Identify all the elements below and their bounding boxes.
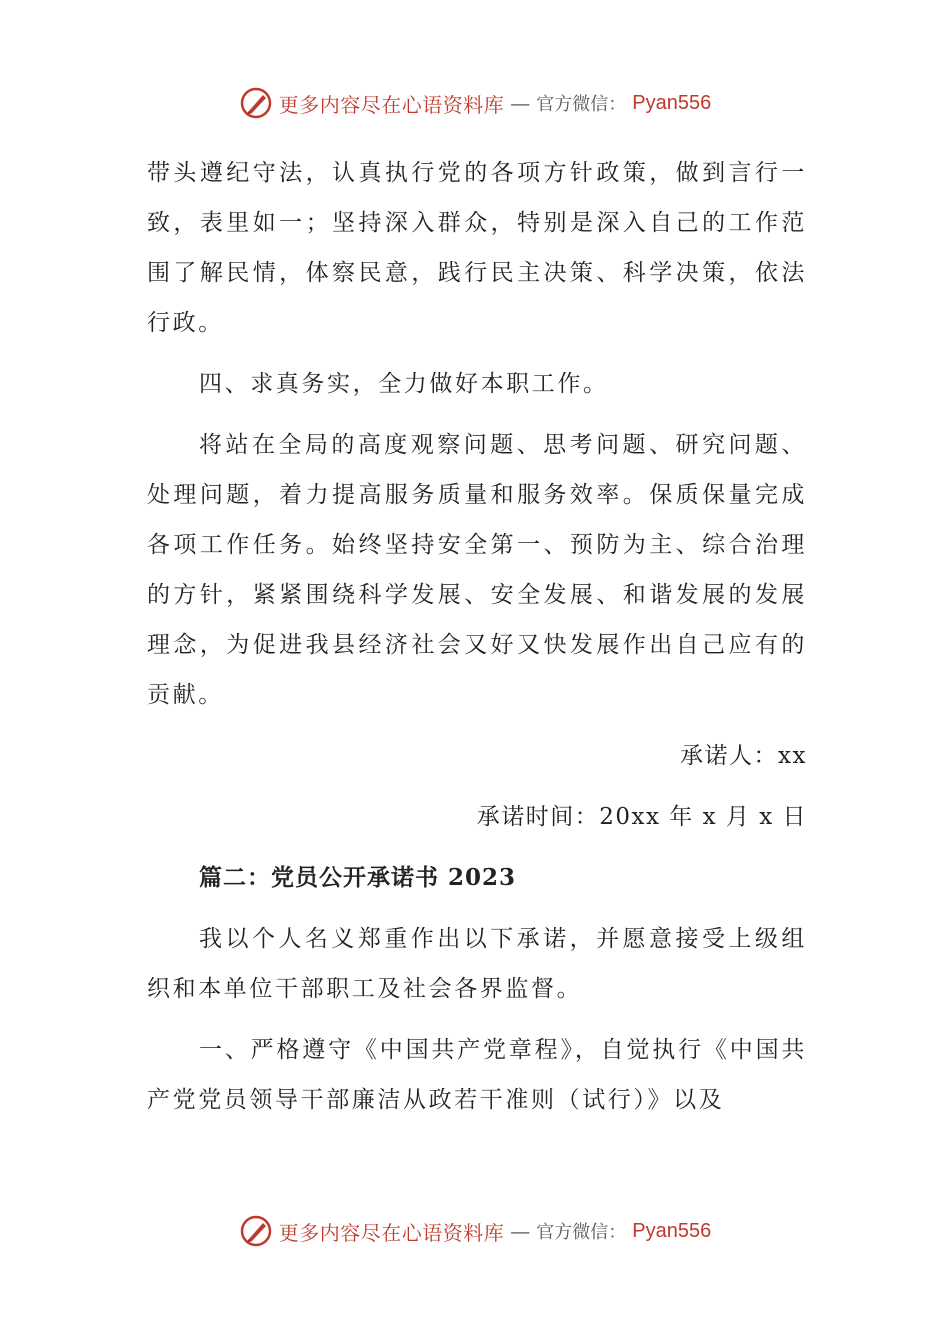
banner-separator: — — [510, 1219, 531, 1243]
banner-brand: 更多内容尽在心语资料库 — [278, 92, 505, 117]
banner-brand: 更多内容尽在心语资料库 — [278, 1220, 505, 1245]
document-body — [147, 148, 807, 1125]
pen-circle-logo-icon — [239, 1214, 273, 1248]
pen-circle-logo-icon — [239, 86, 273, 120]
banner-wechat-label: 官方微信： — [536, 1222, 627, 1243]
paragraph-5: 一、严格遵守《中国共产党章程》，自觉执行《中国共产党党员领导干部廉洁从政若干准则（试行）》以及 — [147, 1037, 807, 1113]
date-line: 承诺时间：20xx 年 x 月 x 日 — [476, 804, 807, 830]
banner-wechat-id: Pyan556 — [632, 91, 712, 114]
paragraph-3: 将站在全局的高度观察问题、思考问题、研究问题、处理问题，着力提高服务质量和服务效率。保质保量完成各项工作任务。始终坚持安全第一、预防为主、综合治理的方针，紧紧围绕科学发展、安全发展、和谐发展的发展理念，为促进我县经济社会又好又快发展作出自己应有的贡献。 — [147, 432, 807, 708]
paragraph-1: 带头遵纪守法，认真执行党的各项方针政策，做到言行一致，表里如一；坚持深入群众，特别是深入自己的工作范围了解民情，体察民意，践行民主决策、科学决策，依法行政。 — [147, 160, 807, 336]
banner-wechat-label: 官方微信： — [536, 94, 627, 115]
banner-wechat-id: Pyan556 — [632, 1219, 712, 1242]
footer-banner — [0, 1211, 950, 1251]
paragraph-4: 我以个人名义郑重作出以下承诺，并愿意接受上级组织和本单位干部职工及社会各界监督。 — [147, 926, 807, 1002]
header-banner — [0, 83, 950, 123]
section-four-title: 四、求真务实，全力做好本职工作。 — [199, 371, 609, 397]
banner-separator: — — [510, 91, 531, 115]
signer-line: 承诺人：xx — [680, 743, 807, 769]
section-heading: 篇二：党员公开承诺书 2023 — [199, 864, 517, 891]
